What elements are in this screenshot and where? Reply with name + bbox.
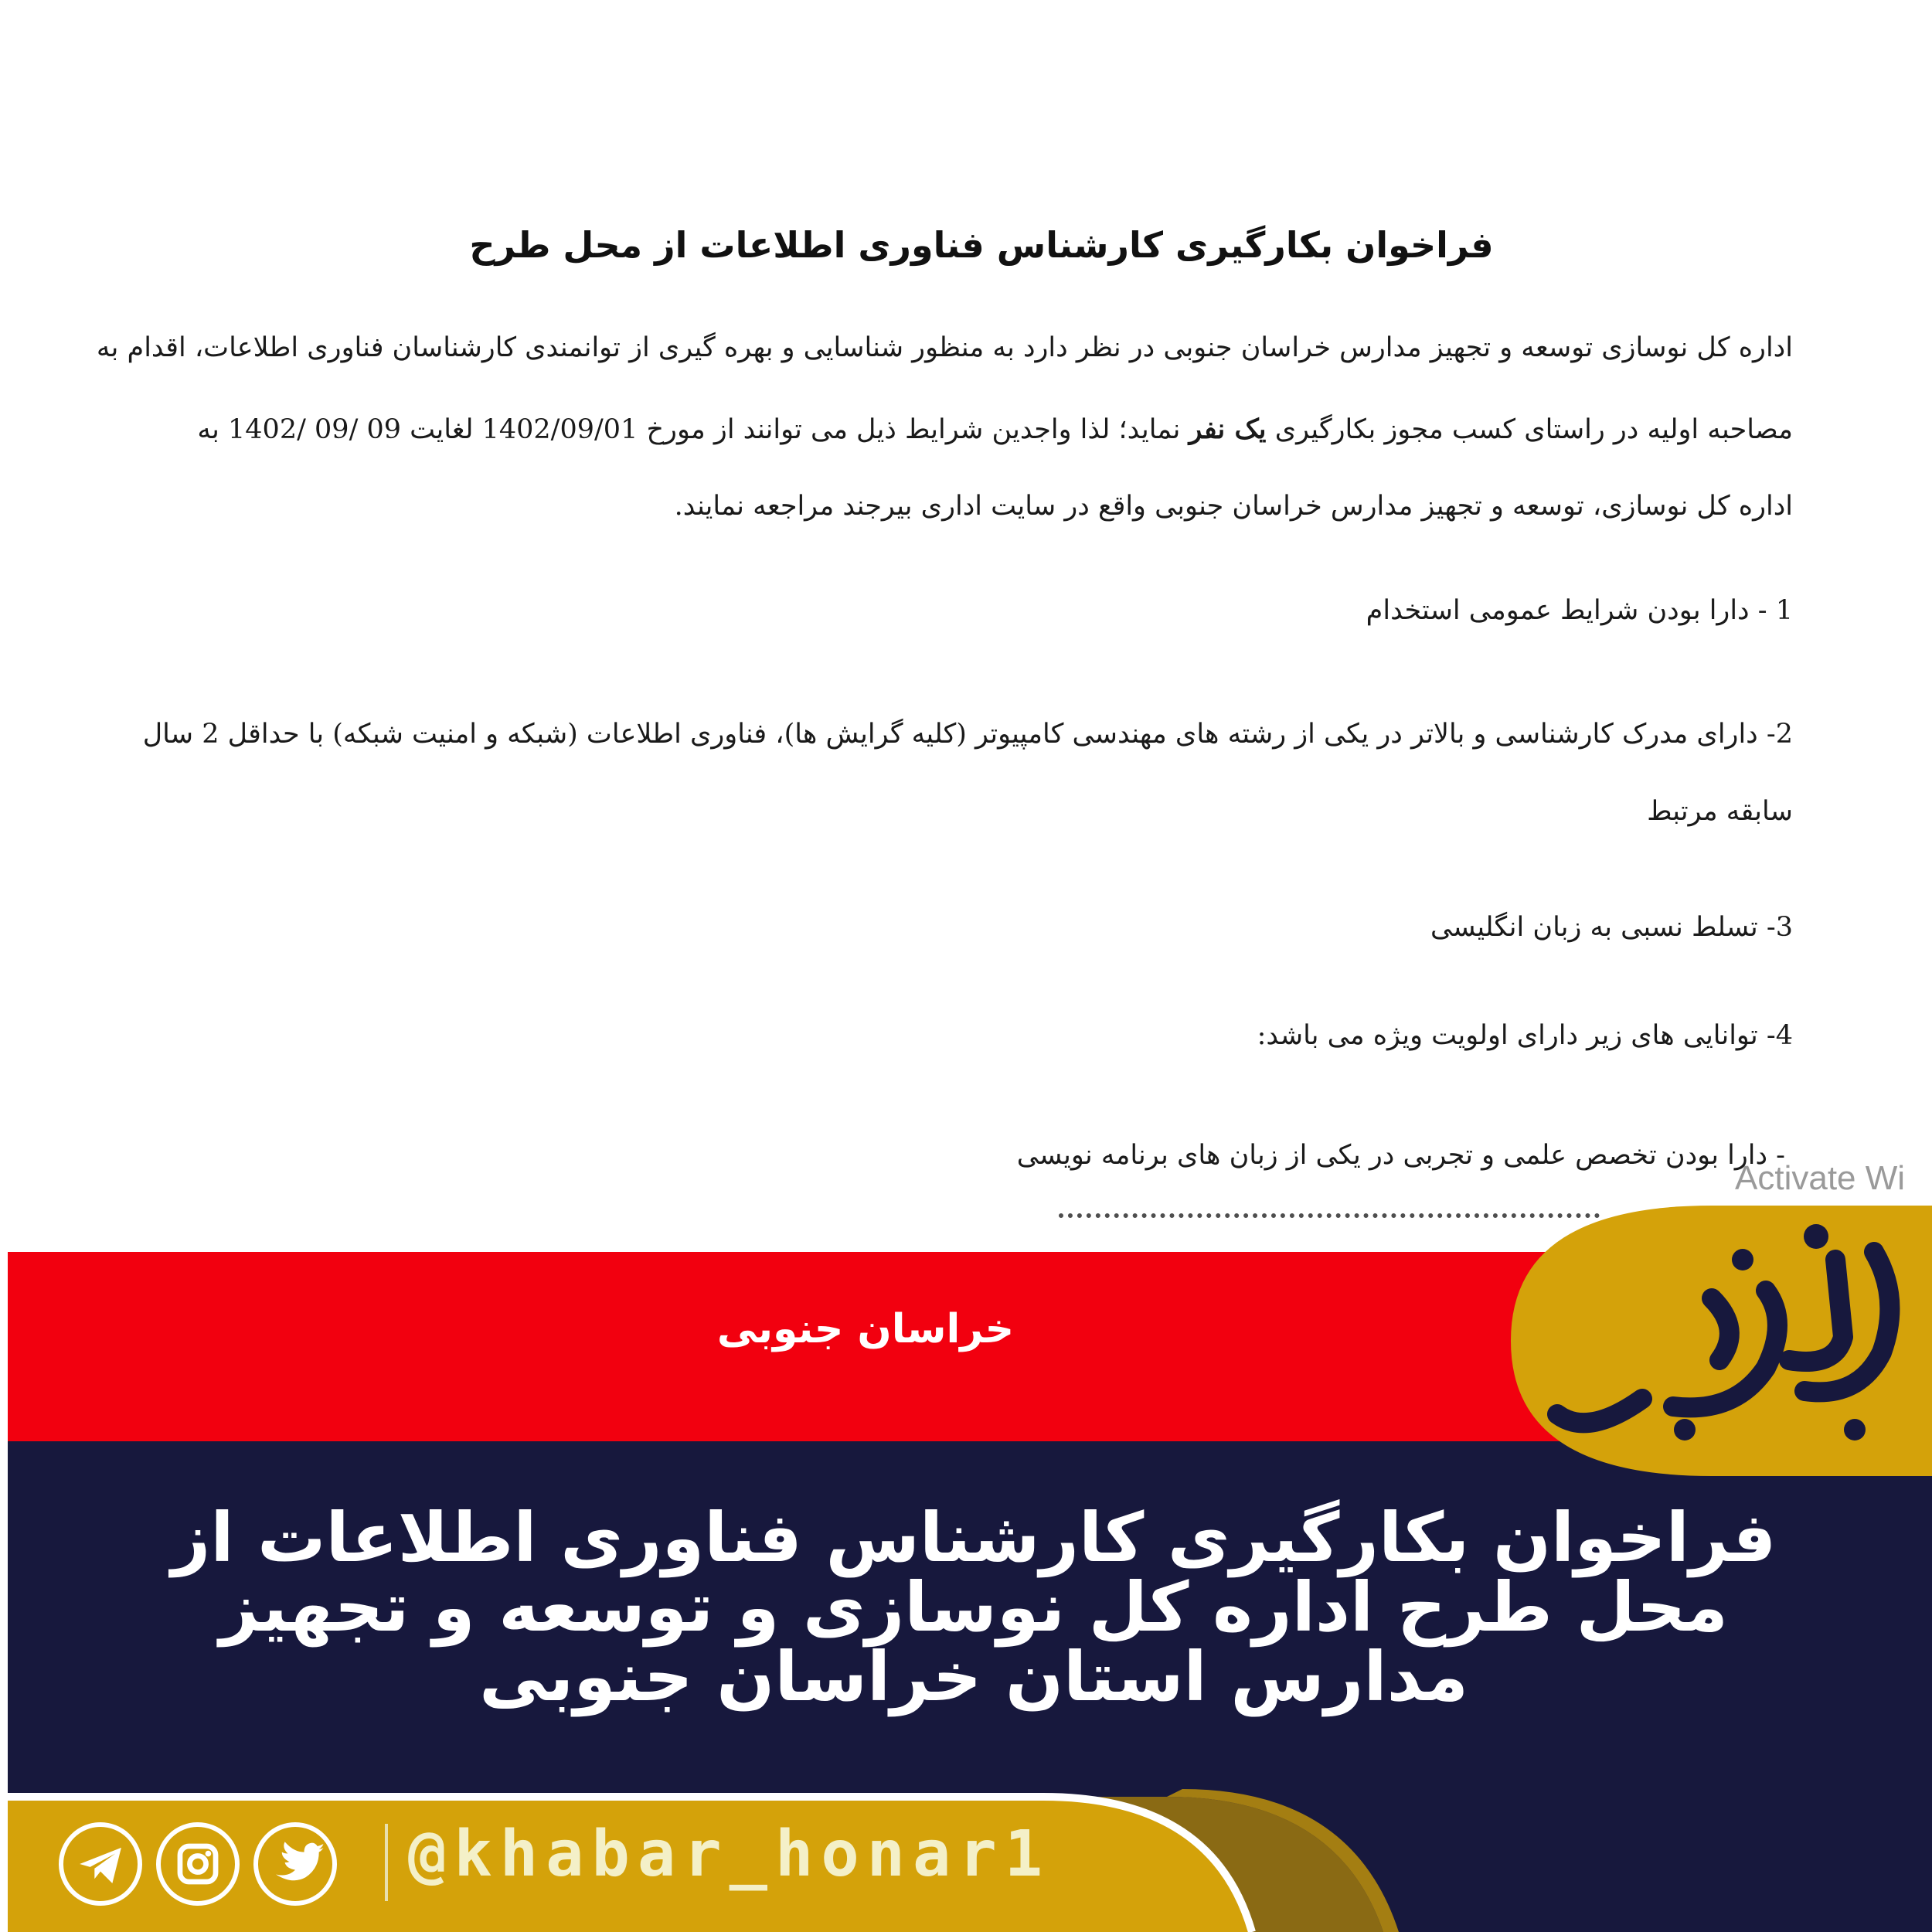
headline-line-3: مدارس استان خراسان جنوبی: [479, 1637, 1468, 1716]
region-label: خراسان جنوبی: [716, 1306, 1015, 1352]
twitter-icon[interactable]: [253, 1822, 337, 1906]
document-title: فراخوان بکارگیری کارشناس فناوری اطلاعات از محل طرح: [469, 224, 1494, 266]
paragraph-line-2-start: مصاحبه اولیه در راستای کسب مجوز بکارگیری: [1274, 414, 1793, 445]
paragraph-line-3: اداره کل نوسازی، توسعه و تجهیز مدارس خراسان جنوبی واقع در سایت اداری بیرجند مراجعه نمایند.: [674, 491, 1793, 522]
telegram-icon[interactable]: [59, 1822, 142, 1906]
activation-watermark: Activate Wi: [1735, 1159, 1906, 1197]
item-2: 2- دارای مدرک کارشناسی و بالاتر در یکی از رشته های مهندسی کامپیوتر (کلیه گرایش ها)، فناوری اطلاعات (شبکه و امنیت شبکه) با حداقل 2 سال: [142, 719, 1793, 750]
headline-line-2: محل طرح اداره کل نوسازی و توسعه و تجهیز: [219, 1567, 1728, 1647]
paragraph-line-1: اداره کل نوسازی توسعه و تجهیز مدارس خراسان جنوبی در نظر دارد به منظور شناسایی و بهره گیری از توانمندی کارشناسان فناوری اطلاعات، اقدام به: [96, 332, 1793, 363]
item-1: 1 - دارا بودن شرایط عمومی استخدام: [1366, 595, 1793, 626]
sub-item-1: - دارا بودن تخصص علمی و تجربی در یکی از زبان های برنامه نویسی: [1016, 1140, 1785, 1171]
paragraph-line-2: [197, 413, 1793, 445]
paragraph-emphasis: یک نفر: [1189, 413, 1267, 445]
item-4: 4- توانایی های زیر دارای اولویت ویژه می باشد:: [1257, 1020, 1793, 1051]
item-2-continued: سابقه مرتبط: [1647, 796, 1793, 827]
footer-divider: [385, 1824, 388, 1901]
headline: [62, 1498, 1886, 1716]
instagram-icon[interactable]: [156, 1822, 240, 1906]
headline-line-1: فراخوان بکارگیری کارشناس فناوری اطلاعات از: [171, 1498, 1777, 1577]
item-3: 3- تسلط نسبی به زبان انگلیسی: [1430, 912, 1793, 943]
brand-logo: [1511, 1206, 1932, 1476]
paragraph-line-2-end: نماید؛ لذا واجدین شرایط ذیل می توانند از مورخ 1402/09/01 لغایت 09 /09 /1402 به: [197, 414, 1181, 445]
social-handle[interactable]: @khabar_honar1: [408, 1818, 1051, 1891]
